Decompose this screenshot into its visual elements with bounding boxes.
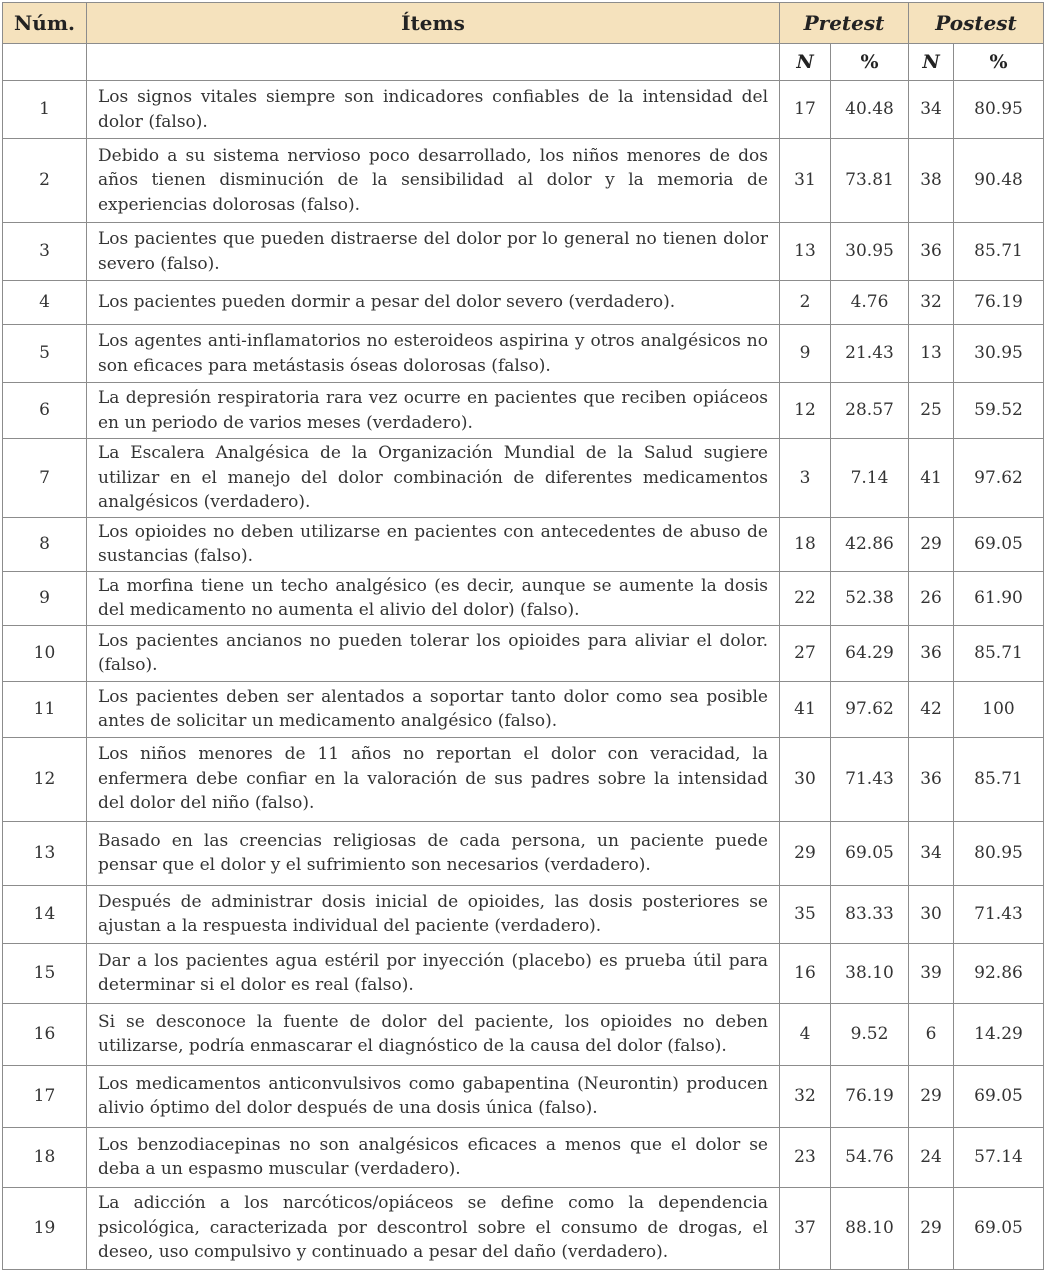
table-row (3, 281, 1044, 325)
item-text: Los pacientes pueden dormir a pesar del dolor severo (verdadero). (87, 281, 780, 325)
item-number: 17 (3, 1065, 87, 1127)
item-number: 15 (3, 943, 87, 1003)
pretest-n: 23 (780, 1127, 831, 1187)
postest-pct: 90.48 (954, 139, 1044, 223)
postest-n: 26 (909, 571, 954, 625)
table-row (3, 439, 1044, 518)
pretest-n: 32 (780, 1065, 831, 1127)
item-number: 5 (3, 325, 87, 383)
pretest-n: 31 (780, 139, 831, 223)
pretest-n: 35 (780, 885, 831, 943)
pretest-n: 2 (780, 281, 831, 325)
postest-pct: 100 (954, 681, 1044, 737)
pretest-pct: 64.29 (831, 625, 909, 681)
item-number: 12 (3, 737, 87, 821)
postest-pct: 61.90 (954, 571, 1044, 625)
header-items: Ítems (87, 3, 780, 44)
table-row (3, 1127, 1044, 1187)
postest-pct: 85.71 (954, 625, 1044, 681)
item-number: 13 (3, 821, 87, 885)
pretest-n: 22 (780, 571, 831, 625)
item-text: Los signos vitales siempre son indicadores confiables de la intensidad del dolor (falso). (87, 81, 780, 139)
postest-pct: 30.95 (954, 325, 1044, 383)
subheader-pretest-pct: % (831, 44, 909, 81)
pretest-pct: 40.48 (831, 81, 909, 139)
item-text: La morfina tiene un techo analgésico (es decir, aunque se aumente la dosis del medicamento no aumenta el alivio del dolor) (falso). (87, 571, 780, 625)
item-number: 18 (3, 1127, 87, 1187)
pretest-n: 4 (780, 1003, 831, 1065)
pretest-pct: 4.76 (831, 281, 909, 325)
pretest-pct: 7.14 (831, 439, 909, 518)
postest-pct: 97.62 (954, 439, 1044, 518)
pretest-n: 18 (780, 517, 831, 571)
table-row (3, 821, 1044, 885)
postest-n: 25 (909, 383, 954, 439)
postest-pct: 85.71 (954, 737, 1044, 821)
postest-n: 36 (909, 223, 954, 281)
item-text: La depresión respiratoria rara vez ocurre en pacientes que reciben opiáceos en un periodo de varios meses (verdadero). (87, 383, 780, 439)
table-row (3, 943, 1044, 1003)
postest-n: 36 (909, 625, 954, 681)
item-text: Debido a su sistema nervioso poco desarrollado, los niños menores de dos años tienen disminución de la sensibilidad al dolor y la memoria de experiencias dolorosas (falso). (87, 139, 780, 223)
postest-pct: 85.71 (954, 223, 1044, 281)
table-row (3, 223, 1044, 281)
item-number: 3 (3, 223, 87, 281)
postest-pct: 14.29 (954, 1003, 1044, 1065)
postest-n: 6 (909, 1003, 954, 1065)
pretest-n: 3 (780, 439, 831, 518)
postest-n: 29 (909, 1187, 954, 1269)
table-row (3, 681, 1044, 737)
table-row (3, 1065, 1044, 1127)
postest-pct: 69.05 (954, 517, 1044, 571)
table-row (3, 571, 1044, 625)
table-row (3, 325, 1044, 383)
postest-pct: 59.52 (954, 383, 1044, 439)
pretest-pct: 9.52 (831, 1003, 909, 1065)
subheader-row (3, 44, 1044, 81)
postest-n: 38 (909, 139, 954, 223)
pretest-pct: 54.76 (831, 1127, 909, 1187)
pretest-pct: 38.10 (831, 943, 909, 1003)
item-number: 19 (3, 1187, 87, 1269)
item-text: Los pacientes deben ser alentados a soportar tanto dolor como sea posible antes de solicitar un medicamento analgésico (falso). (87, 681, 780, 737)
postest-n: 32 (909, 281, 954, 325)
item-text: La adicción a los narcóticos/opiáceos se define como la dependencia psicológica, caracterizada por descontrol sobre el consumo de drogas, el deseo, uso compulsivo y continuado a pesar del daño (verdadero). (87, 1187, 780, 1269)
postest-pct: 71.43 (954, 885, 1044, 943)
postest-n: 29 (909, 1065, 954, 1127)
subheader-empty-items (87, 44, 780, 81)
postest-n: 30 (909, 885, 954, 943)
postest-n: 41 (909, 439, 954, 518)
postest-n: 36 (909, 737, 954, 821)
pretest-n: 30 (780, 737, 831, 821)
pretest-n: 9 (780, 325, 831, 383)
item-text: Los agentes anti-inflamatorios no esteroideos aspirina y otros analgésicos no son eficaces para metástasis óseas dolorosas (falso). (87, 325, 780, 383)
item-number: 7 (3, 439, 87, 518)
postest-pct: 57.14 (954, 1127, 1044, 1187)
pretest-pct: 88.10 (831, 1187, 909, 1269)
pretest-pct: 69.05 (831, 821, 909, 885)
pretest-n: 17 (780, 81, 831, 139)
item-text: Los opioides no deben utilizarse en pacientes con antecedentes de abuso de sustancias (falso). (87, 517, 780, 571)
pretest-n: 27 (780, 625, 831, 681)
table-row (3, 139, 1044, 223)
table-row (3, 1003, 1044, 1065)
pretest-pct: 21.43 (831, 325, 909, 383)
table-row (3, 383, 1044, 439)
postest-pct: 69.05 (954, 1187, 1044, 1269)
item-text: Los pacientes que pueden distraerse del dolor por lo general no tienen dolor severo (falso). (87, 223, 780, 281)
postest-pct: 92.86 (954, 943, 1044, 1003)
results-table (2, 2, 1044, 1270)
postest-n: 13 (909, 325, 954, 383)
postest-n: 42 (909, 681, 954, 737)
item-number: 1 (3, 81, 87, 139)
postest-pct: 80.95 (954, 81, 1044, 139)
pretest-pct: 28.57 (831, 383, 909, 439)
table-row (3, 517, 1044, 571)
item-number: 4 (3, 281, 87, 325)
item-number: 10 (3, 625, 87, 681)
item-number: 14 (3, 885, 87, 943)
pretest-pct: 97.62 (831, 681, 909, 737)
pretest-pct: 71.43 (831, 737, 909, 821)
pretest-pct: 42.86 (831, 517, 909, 571)
pretest-pct: 52.38 (831, 571, 909, 625)
pretest-n: 29 (780, 821, 831, 885)
table-row (3, 885, 1044, 943)
postest-pct: 80.95 (954, 821, 1044, 885)
item-number: 9 (3, 571, 87, 625)
table-body (3, 81, 1044, 1270)
item-text: Los medicamentos anticonvulsivos como gabapentina (Neurontin) producen alivio óptimo del dolor después de una dosis única (falso). (87, 1065, 780, 1127)
table-row (3, 737, 1044, 821)
pretest-n: 16 (780, 943, 831, 1003)
table-row (3, 1187, 1044, 1269)
postest-pct: 69.05 (954, 1065, 1044, 1127)
subheader-pretest-n: N (780, 44, 831, 81)
item-number: 11 (3, 681, 87, 737)
pretest-n: 41 (780, 681, 831, 737)
header-postest: Postest (909, 3, 1044, 44)
subheader-postest-pct: % (954, 44, 1044, 81)
pretest-n: 13 (780, 223, 831, 281)
postest-n: 34 (909, 81, 954, 139)
postest-n: 24 (909, 1127, 954, 1187)
pretest-pct: 73.81 (831, 139, 909, 223)
subheader-postest-n: N (909, 44, 954, 81)
pretest-n: 37 (780, 1187, 831, 1269)
pretest-n: 12 (780, 383, 831, 439)
table-row (3, 625, 1044, 681)
header-num: Núm. (3, 3, 87, 44)
postest-n: 29 (909, 517, 954, 571)
item-text: Después de administrar dosis inicial de opioides, las dosis posteriores se ajustan a la respuesta individual del paciente (verdadero). (87, 885, 780, 943)
postest-n: 34 (909, 821, 954, 885)
header-row (3, 3, 1044, 44)
item-number: 8 (3, 517, 87, 571)
item-text: Basado en las creencias religiosas de cada persona, un paciente puede pensar que el dolor y el sufrimiento son necesarios (verdadero). (87, 821, 780, 885)
postest-n: 39 (909, 943, 954, 1003)
pretest-pct: 30.95 (831, 223, 909, 281)
item-text: La Escalera Analgésica de la Organización Mundial de la Salud sugiere utilizar en el manejo del dolor combinación de diferentes medicamentos analgésicos (verdadero). (87, 439, 780, 518)
pretest-pct: 83.33 (831, 885, 909, 943)
pretest-pct: 76.19 (831, 1065, 909, 1127)
item-number: 2 (3, 139, 87, 223)
item-text: Los niños menores de 11 años no reportan el dolor con veracidad, la enfermera debe confiar en la valoración de sus padres sobre la intensidad del dolor del niño (falso). (87, 737, 780, 821)
postest-pct: 76.19 (954, 281, 1044, 325)
item-text: Dar a los pacientes agua estéril por inyección (placebo) es prueba útil para determinar si el dolor es real (falso). (87, 943, 780, 1003)
table-row (3, 81, 1044, 139)
item-text: Si se desconoce la fuente de dolor del paciente, los opioides no deben utilizarse, podría enmascarar el diagnóstico de la causa del dolor (falso). (87, 1003, 780, 1065)
item-number: 16 (3, 1003, 87, 1065)
item-number: 6 (3, 383, 87, 439)
subheader-empty-num (3, 44, 87, 81)
item-text: Los pacientes ancianos no pueden tolerar los opioides para aliviar el dolor. (falso). (87, 625, 780, 681)
item-text: Los benzodiacepinas no son analgésicos eficaces a menos que el dolor se deba a un espasmo muscular (verdadero). (87, 1127, 780, 1187)
header-pretest: Pretest (780, 3, 909, 44)
